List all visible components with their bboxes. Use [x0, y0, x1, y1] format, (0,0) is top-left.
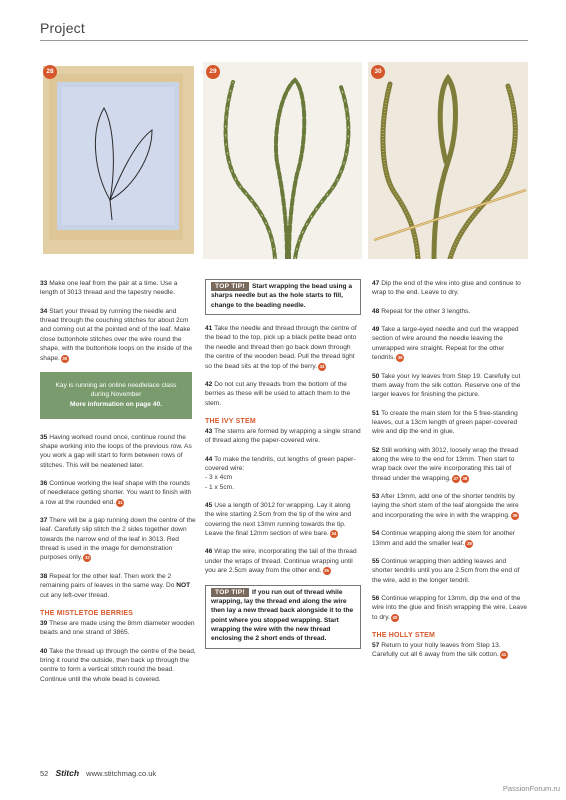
tip-label: TOP TIP! [211, 282, 249, 291]
step-35: 35 Having worked round once, continue round the shape working into the loops of the previous row. As you work a gap will start to form between rows of stitches. This will be neatened later. [40, 433, 192, 469]
column-1 [40, 279, 196, 684]
step-37: 37 There will be a gap running down the centre of the leaf. Carefully slip stitch the 2 sides together down towards the narrow end of the leaf in 3013. Red thread is used in the image for demonstration purposes only. 32 [40, 517, 196, 562]
step-54: 54 Continue wrapping along the stem for another 13mm and add the smaller leaf. 39 [372, 530, 515, 547]
photo-step-28 [40, 62, 197, 259]
photo-step-30 [368, 62, 528, 259]
photo-step-29 [203, 62, 362, 259]
photo-number-badge: 30 [371, 65, 385, 79]
top-tip-box: TOP TIP! If you run out of thread while wrapping, lay the thread end along the wire then lay a new thread back alongside it to the point where you stopped wrapping. Start wrapping the wire with the new thread enclosing the 2 short ends of thread. [205, 585, 361, 649]
step-53: 53 After 13mm, add one of the shorter tendrils by laying the short stem of the leaf alongside the wire and incorporating the wire in with the wrapping. 39 [372, 493, 519, 519]
image-ref-badge: 32 [85, 555, 90, 561]
section-heading-ivy: THE IVY STEM [205, 417, 256, 425]
column-2 [205, 279, 361, 658]
step-49: 49 Take a large-eyed needle and curl the wrapped section of wire around the needle leaving the unwrapped wire straight. Repeat for the other tendrils. 36 [372, 326, 519, 362]
step-42: 42 Do not cut any threads from the bottom of the berries as these will be used to attach them to the stem. [205, 380, 351, 407]
step-52: 52 Still working with 3012, loosely wrap the thread along the wire to the end for 13mm. Then start to wrap back over the wire incorporating this tail of thread under the wrapping. 37 38 [372, 446, 519, 482]
step-46: 46 Wrap the wire, incorporating the tail of the thread under the wraps of thread. Continue wrapping until you are 2.5cm away from the other end. 35 [205, 548, 357, 575]
tip-label: TOP TIP! [211, 588, 249, 597]
page-footer [40, 768, 156, 778]
wrapped-stems-image [368, 62, 528, 259]
info-box-link-text: More information on page 40. [70, 400, 162, 408]
info-box-text: Kay is running an online needlelace class during November [55, 381, 177, 399]
step-48: 48 Repeat for the other 3 lengths. [372, 307, 471, 315]
step-34: 34 Start your thread by running the needle and thread through the couching stitches for about 2cm and coming out at the pointed end of the leaf. Make close buttonhole stitches over the wire round the shape, with the buttonhole loops on the inside of the shape. 30 [40, 307, 193, 362]
section-heading-mistletoe: THE MISTLETOE BERRIES [40, 609, 134, 617]
header-divider [40, 40, 528, 41]
watermark: PassionForum.ru [502, 784, 560, 793]
image-ref-badge: 41 [501, 652, 507, 658]
step-33: 33 Make one leaf from the pair at a time. Use a length of 3013 thread and the tapestry needle. [40, 280, 178, 297]
top-tip-box: TOP TIP! Start wrapping the bead using a sharps needle but as the hole starts to fill, change to the beading needle. [205, 279, 361, 315]
step-56: 56 Continue wrapping for 13mm, dip the end of the wire into the glue and finish wrapping the wire. Leave to dry. 40 [372, 594, 528, 621]
image-ref-badge: 31 [117, 499, 123, 505]
page-section-title: Project [40, 20, 85, 36]
magazine-brand: Stitch [55, 768, 80, 778]
image-ref-badge: 30 [62, 355, 68, 361]
step-38: 38 Repeat for the other leaf. Then work the 2 remaining pairs of leaves in the same way. Do NOT cut any left-over thread. [40, 572, 191, 599]
step-55: 55 Continue wrapping then adding leaves and shorter tendrils until you are 2.5cm from the end of the wire, add in the longer tendril. [372, 557, 520, 584]
step-45: 45 Use a length of 3012 for wrapping. Lay it along the wire starting 2.5cm from the tip of the wire and covering the next 13mm running towards the tip. Leave the final 12mm section of wire bare. 34 [205, 502, 352, 538]
step-41: 41 Take the needle and thread through the centre of the bead to the top, pick up a black petite bead onto the needle and thread then go back down through the centre of the wooden bead. Pull the thread tight so the bead sits at the top of the berry. 33 [205, 325, 357, 370]
image-ref-badge: 33 [319, 363, 325, 369]
step-50: 50 Take your ivy leaves from Step 19. Carefully cut them away from the silk cotton. Reserve one of the larger leaves for finishing the picture. [372, 372, 521, 399]
step-51: 51 To create the main stem for the 5 free-standing leaves, cut a 13cm length of green paper-covered wire and dip the end in glue. [372, 409, 518, 436]
leaf-template-image [40, 62, 197, 259]
photo-number-badge: 28 [43, 65, 57, 79]
image-ref-badge: 40 [392, 614, 398, 620]
step-44: 44 To make the tendrils, cut lengths of green paper-covered wire: - 3 x 4cm - 1 x 5cm. [205, 455, 356, 491]
step-47: 47 Dip the end of the wire into glue and continue to wrap to the end. Leave to dry. [372, 280, 521, 297]
image-ref-badge: 39 [466, 540, 472, 546]
image-ref-badge: 38 [462, 475, 468, 481]
image-ref-badge: 34 [331, 531, 337, 537]
step-57: 57 Return to your holly leaves from Step 13. Carefully cut all 6 away from the silk cotton. 41 [372, 642, 507, 659]
photo-number-badge: 29 [206, 65, 220, 79]
image-ref-badge: 35 [324, 568, 329, 574]
step-36: 36 Continue working the leaf shape with the rounds of needlelace getting shorter. You want to finish with a row at the rounded end. 31 [40, 479, 192, 506]
step-40: 40 Take the thread up through the centre of the bead, bring it round the outside, then back up through the centre to form a vertical stitch round the bead. Continue until the whole bead is covered. [40, 647, 196, 683]
bead-wrapping-image [203, 62, 362, 259]
column-3 [372, 279, 528, 660]
page-number: 52 [40, 769, 49, 778]
section-heading-holly: THE HOLLY STEM [372, 632, 436, 640]
image-ref-badge: 39 [512, 512, 518, 518]
step-39: 39 These are made using the 8mm diameter wooden beads and one strand of 3865. [40, 619, 195, 637]
website-url[interactable]: www.stitchmag.co.uk [86, 769, 157, 778]
image-ref-badge: 36 [397, 355, 403, 361]
step-43: 43 The stems are formed by wrapping a single strand of thread along the paper-covered wire. [205, 427, 361, 445]
online-class-info-box [40, 372, 192, 419]
image-ref-badge: 37 [453, 475, 459, 481]
